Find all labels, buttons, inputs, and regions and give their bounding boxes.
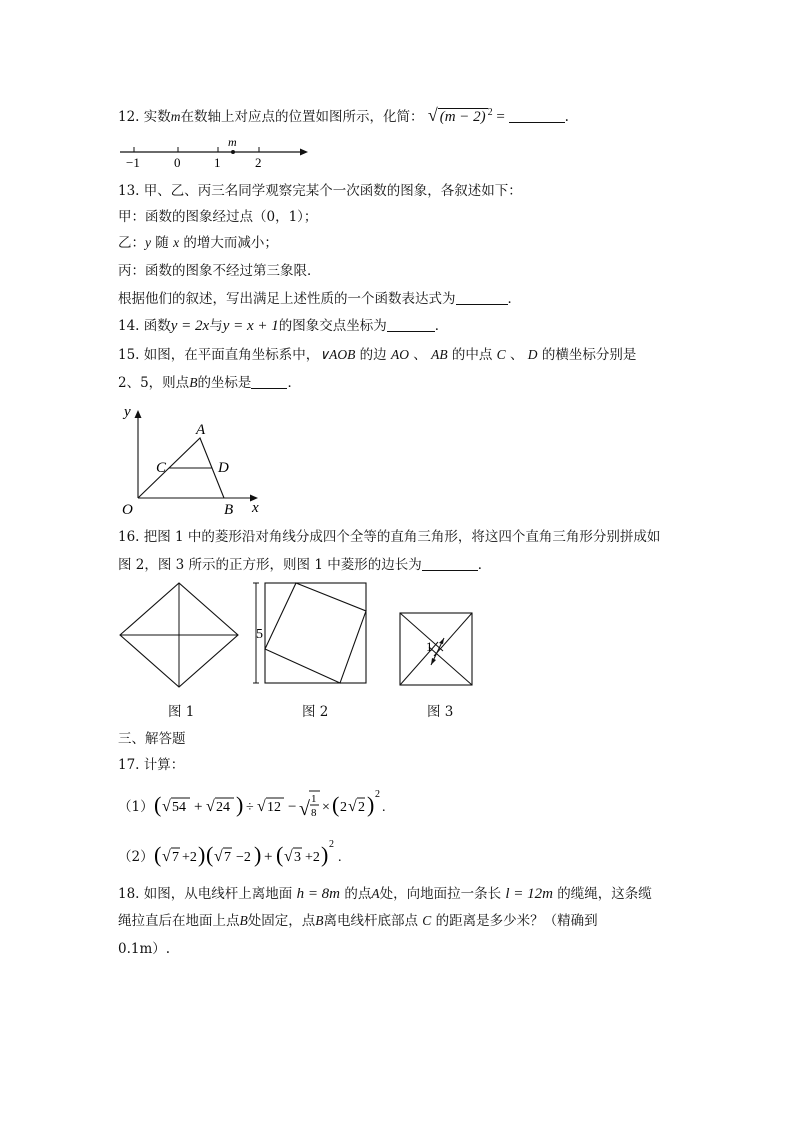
figure-caption: 图 3 <box>427 704 454 720</box>
q15-label-x: x <box>252 500 259 516</box>
q18-l: l = 12m <box>505 886 553 902</box>
q13-intro: 13. 甲、乙、丙三名同学观察完某个一次函数的图象，各叙述如下： <box>118 183 522 199</box>
q18-h: h = 8m <box>296 886 341 902</box>
q15-text-c: 的中点 <box>447 347 497 363</box>
q18-line3: 0.1m）. <box>118 941 171 957</box>
q17-part1-label: （1） <box>118 799 154 815</box>
figure-caption: 图 2 <box>302 704 329 720</box>
svg-text:√: √ <box>348 798 357 815</box>
q18-text-g: 离电线杆底部点 <box>323 913 423 929</box>
q12-formula: √ (m − 2) $^2$ = <box>427 105 505 125</box>
q13-ask-text: 根据他们的叙述，写出满足上述性质的一个函数表达式为 <box>118 291 456 307</box>
q16-answer-blank[interactable] <box>422 556 478 571</box>
svg-text:+2: +2 <box>305 850 320 865</box>
q18-text-c: 处，向地面拉一条长 <box>379 886 506 902</box>
q16-figure-1-rhombus <box>118 581 242 689</box>
q13-yi-prefix: 乙： <box>118 235 145 251</box>
svg-text:): ) <box>236 792 244 817</box>
q18-text-a: 18. 如图，从电线杆上离地面 <box>118 886 297 902</box>
q12-period: . <box>564 109 569 125</box>
number-line <box>118 136 318 170</box>
svg-text:√: √ <box>162 848 171 865</box>
svg-text:(: ( <box>332 792 340 817</box>
svg-text:1: 1 <box>311 793 317 805</box>
q17-part1 <box>118 789 386 820</box>
q13-var-y: y <box>145 235 151 250</box>
svg-text:.: . <box>382 800 386 815</box>
q14-end: ． <box>434 318 449 334</box>
svg-text:): ) <box>198 842 206 867</box>
q15-label-C: C <box>156 460 167 476</box>
q12-answer-blank[interactable] <box>509 108 565 123</box>
q15-text-e: 2、5，则点 <box>118 375 190 391</box>
q13-yi <box>118 234 278 252</box>
q17-formula-2 <box>154 837 360 873</box>
svg-text:√: √ <box>206 798 215 815</box>
q13-yi-suffix: 的增大而减小； <box>179 235 278 251</box>
svg-text:√: √ <box>162 798 171 815</box>
q18-C: C <box>422 913 432 928</box>
q15-ao: AO <box>390 347 409 362</box>
numberline-label: 1 <box>214 155 221 170</box>
numberline-label: −1 <box>126 155 140 170</box>
svg-text:√: √ <box>257 798 266 815</box>
svg-text:√: √ <box>299 798 310 820</box>
svg-text:÷: ÷ <box>246 800 254 815</box>
q13-var-x: x <box>173 235 180 250</box>
q14-suffix: 的图象交点坐标为 <box>278 318 387 334</box>
q15-triangle: ∨AOB <box>319 347 356 362</box>
q13-ask <box>118 290 521 308</box>
svg-text:+: + <box>194 799 203 815</box>
q15-label-O: O <box>122 502 133 518</box>
svg-text:3: 3 <box>294 850 301 865</box>
q12-equals: = <box>496 109 505 125</box>
q15-d: D <box>527 347 538 362</box>
svg-text:2: 2 <box>375 789 380 800</box>
q17-part2-label: （2） <box>118 849 154 865</box>
q18-text-h: 的距离是多少米？（精确到 <box>431 913 598 929</box>
q18-text-b: 的点 <box>340 886 372 902</box>
q15-answer-blank[interactable] <box>251 374 287 389</box>
svg-text:(: ( <box>276 842 284 867</box>
q18-B: B <box>239 913 248 928</box>
svg-text:12: 12 <box>267 800 281 815</box>
q12-text: 12. 实数 <box>118 109 171 125</box>
numberline-point-label: m <box>228 135 237 149</box>
svg-text:8: 8 <box>311 807 317 819</box>
section-title: 三、解答题 <box>118 731 186 747</box>
svg-text:24: 24 <box>216 800 230 815</box>
q15-text-b: 的边 <box>355 347 391 363</box>
q15-label-y: y <box>124 404 131 420</box>
q15-figure <box>116 402 276 518</box>
q14-func1: y = 2x <box>170 318 210 334</box>
q18-B2: B <box>315 913 324 928</box>
q16-end: ． <box>477 557 492 573</box>
svg-text:√: √ <box>214 848 223 865</box>
q17-title: 17. 计算： <box>118 757 185 773</box>
svg-text:√: √ <box>284 848 293 865</box>
q17-formula-1 <box>154 785 390 825</box>
svg-text:(: ( <box>154 842 162 867</box>
q13-answer-blank[interactable] <box>456 290 508 305</box>
svg-text:.: . <box>338 850 342 865</box>
q15-label-D: D <box>218 460 229 476</box>
q16-text: 图 2，图 3 所示的正方形，则图 1 中菱形的边长为 <box>118 557 422 573</box>
q14-func2: y = x + 1 <box>222 318 279 334</box>
q15-c: C <box>496 347 506 362</box>
svg-text:−2: −2 <box>236 850 251 865</box>
q18-text-d: 的缆绳，这条缆 <box>553 886 652 902</box>
q15-label-A: A <box>196 422 206 438</box>
q12-exponent: 2 <box>487 107 493 118</box>
q18-line1 <box>118 885 652 903</box>
figure-caption: 图 1 <box>168 704 195 720</box>
svg-text:2: 2 <box>329 839 334 850</box>
q13-jia: 甲：函数的图象经过点（0，1）； <box>118 209 318 225</box>
q15-text-f: 的坐标是 <box>197 375 252 391</box>
q16-fig2-side-label: 5 <box>256 627 263 642</box>
q16-figure-2-square <box>252 581 372 687</box>
q15-ab: AB <box>431 347 448 362</box>
q17-part2 <box>118 839 342 869</box>
q18-line2 <box>118 912 598 930</box>
q14-prefix: 14. 函数 <box>118 318 171 334</box>
svg-text:2: 2 <box>358 800 365 815</box>
svg-text:): ) <box>321 842 329 867</box>
question-14 <box>118 317 448 335</box>
q14-answer-blank[interactable] <box>387 317 435 332</box>
q14-mid: 与 <box>209 318 223 334</box>
q16-fig3-label: 1 <box>426 639 433 654</box>
q15-line2 <box>118 374 301 392</box>
question-12 <box>118 104 569 126</box>
q18-text-f: 处固定，点 <box>247 913 316 929</box>
q15-text-a: 15. 如图，在平面直角坐标系中， <box>118 347 320 363</box>
svg-text:): ) <box>254 842 262 867</box>
q15-end: ． <box>287 375 301 391</box>
svg-text:): ) <box>367 792 375 817</box>
q13-bing: 丙：函数的图象不经过第三象限． <box>118 263 321 279</box>
q12-text2: 在数轴上对应点的位置如图所示，化简： <box>180 109 424 125</box>
q15-b: B <box>189 375 198 390</box>
numberline-label: 0 <box>174 155 181 170</box>
q18-text-e: 绳拉直后在地面上点 <box>118 913 240 929</box>
q16-line1: 16. 把图 1 中的菱形沿对角线分成四个全等的直角三角形，将这四个直角三角形分别拼成如 <box>118 529 661 545</box>
q16-line2 <box>118 556 491 574</box>
q13-end: ． <box>507 291 521 307</box>
svg-text:×: × <box>322 800 330 815</box>
svg-text:+2: +2 <box>182 850 197 865</box>
q15-line1 <box>118 346 636 364</box>
svg-text:7: 7 <box>172 850 179 865</box>
svg-text:2: 2 <box>340 800 347 815</box>
numberline-label: 2 <box>255 155 262 170</box>
svg-text:(: ( <box>154 792 162 817</box>
q16-figure-3-square <box>398 611 474 687</box>
q15-text-d: 的横坐标分别是 <box>537 347 637 363</box>
svg-text:+: + <box>264 849 273 865</box>
svg-text:(: ( <box>206 842 214 867</box>
q12-var: m <box>170 109 181 124</box>
svg-text:54: 54 <box>172 800 186 815</box>
svg-text:7: 7 <box>224 850 231 865</box>
q15-sep1: 、 <box>408 347 432 363</box>
svg-text:−: − <box>288 799 297 815</box>
q15-sep2: 、 <box>505 347 528 363</box>
q18-A: A <box>371 886 380 901</box>
q15-label-B: B <box>224 502 234 518</box>
q13-yi-mid: 随 <box>151 235 174 251</box>
q12-radicand: (m − 2) <box>439 109 486 125</box>
